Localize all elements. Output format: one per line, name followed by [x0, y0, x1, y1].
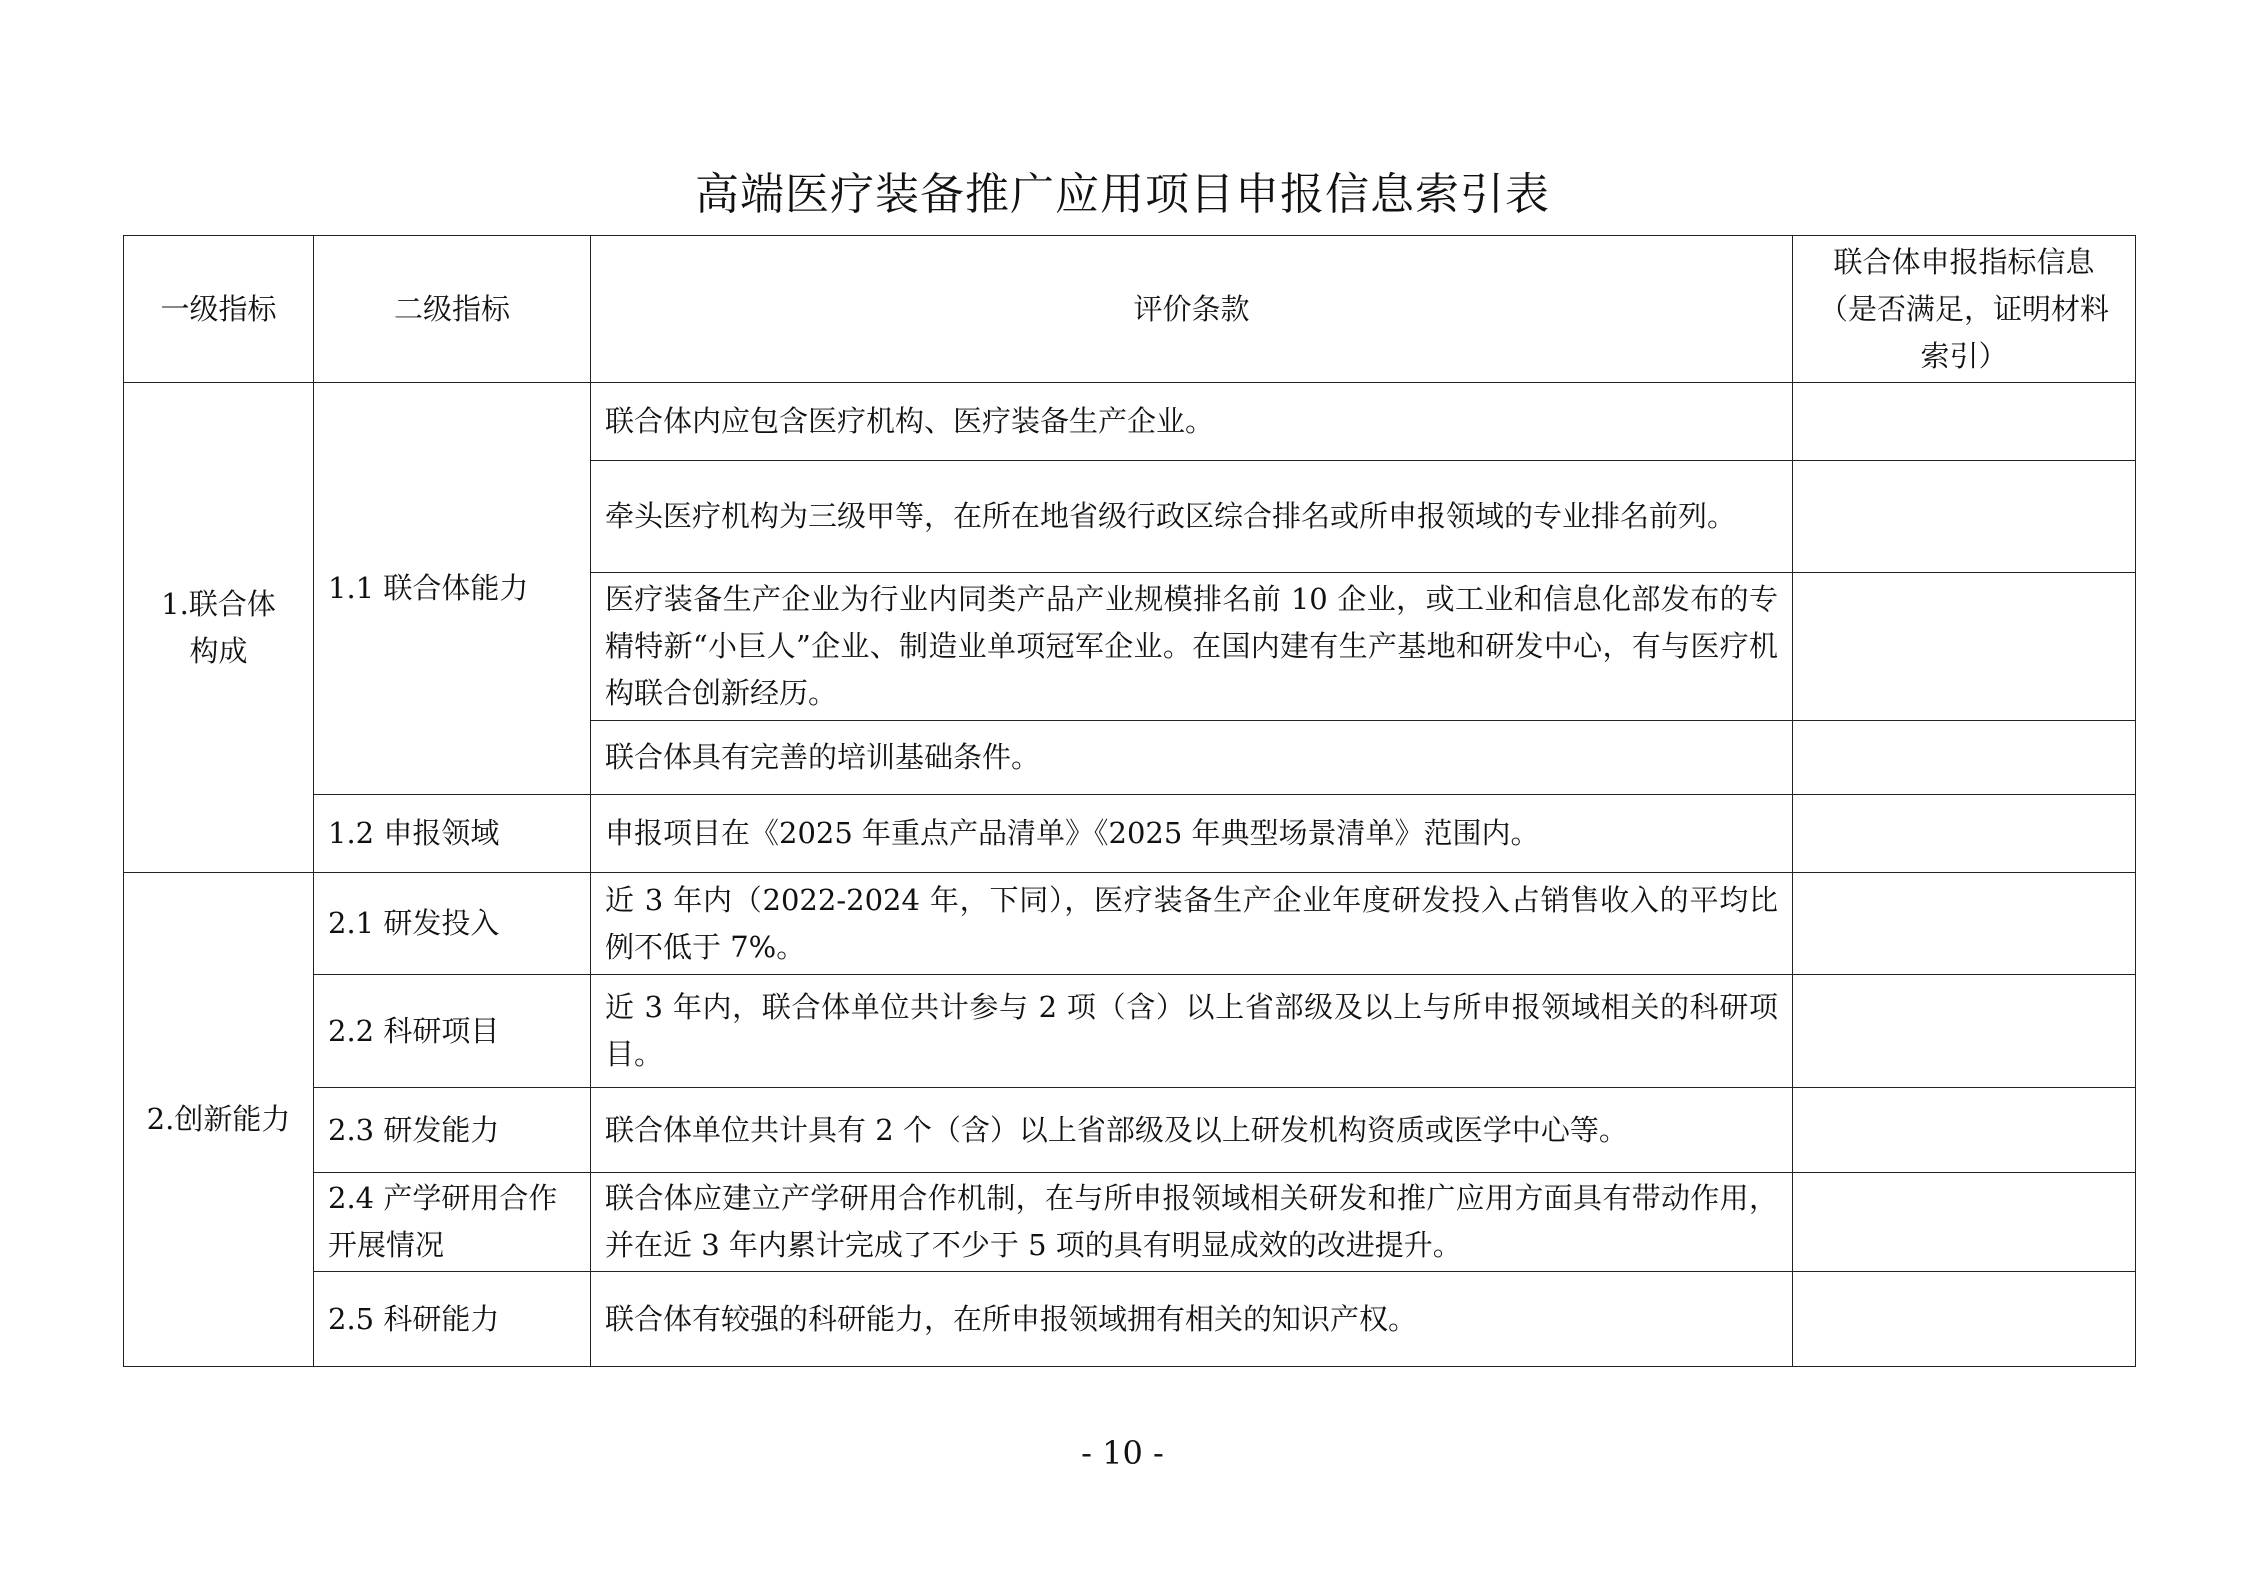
clause-cell: 联合体有较强的科研能力，在所申报领域拥有相关的知识产权。 [591, 1272, 1793, 1367]
table-row [124, 383, 2136, 461]
info-cell[interactable] [1793, 383, 2136, 461]
header-info [1793, 236, 2136, 383]
clause-cell: 牵头医疗机构为三级甲等，在所在地省级行政区综合排名或所申报领域的专业排名前列。 [591, 461, 1793, 573]
level2-label: 2.4 产学研用合作 [328, 1181, 558, 1215]
clause-cell: 医疗装备生产企业为行业内同类产品产业规模排名前 10 企业，或工业和信息化部发布的专精特新“小巨人”企业、制造业单项冠军企业。在国内建有生产基地和研发中心，有与医疗机构联合创新经历。 [591, 573, 1793, 721]
level2-cell-2-1 [314, 873, 591, 975]
table-row [124, 873, 2136, 975]
clause-cell: 联合体内应包含医疗机构、医疗装备生产企业。 [591, 383, 1793, 461]
info-cell[interactable] [1793, 1272, 2136, 1367]
info-cell[interactable] [1793, 1173, 2136, 1272]
clause-cell: 申报项目在《2025 年重点产品清单》《2025 年典型场景清单》范围内。 [591, 795, 1793, 873]
level2-cell-1-2 [314, 795, 591, 873]
level2-label: 2.5 科研能力 [328, 1301, 500, 1336]
table-row [124, 975, 2136, 1088]
level1-cell-1 [124, 383, 314, 873]
level1-label: 2.创新能力 [146, 1102, 291, 1136]
level2-label: 2.2 科研项目 [328, 1013, 500, 1048]
table-row [124, 795, 2136, 873]
header-level2: 二级指标 [314, 236, 591, 383]
header-info-line2: （是否满足，证明材料 [1818, 291, 2109, 326]
info-cell[interactable] [1793, 573, 2136, 721]
level2-cell-1-1 [314, 383, 591, 795]
level2-label: 1.1 联合体能力 [328, 571, 529, 605]
info-cell[interactable] [1793, 873, 2136, 975]
level2-label: 2.3 研发能力 [328, 1112, 500, 1147]
level1-label: 1.联合体 [161, 586, 276, 621]
level1-label-cont: 构成 [189, 633, 248, 668]
index-table [123, 235, 2136, 1367]
level2-label: 1.2 申报领域 [328, 816, 500, 850]
table-row [124, 1272, 2136, 1367]
table-row [124, 1088, 2136, 1173]
clause-cell: 联合体具有完善的培训基础条件。 [591, 721, 1793, 795]
page-title: 高端医疗装备推广应用项目申报信息索引表 [695, 169, 1550, 220]
clause-cell: 联合体单位共计具有 2 个（含）以上省部级及以上研发机构资质或医学中心等。 [591, 1088, 1793, 1173]
header-info-line1: 联合体申报指标信息 [1833, 244, 2095, 279]
clause-cell: 联合体应建立产学研用合作机制，在与所申报领域相关研发和推广应用方面具有带动作用，并在近 3 年内累计完成了不少于 5 项的具有明显成效的改进提升。 [591, 1173, 1793, 1272]
page-number: - 10 - [1081, 1434, 1164, 1472]
level2-label: 2.1 研发投入 [328, 906, 500, 940]
level2-cell-2-3 [314, 1088, 591, 1173]
table-header-row [124, 236, 2136, 383]
level2-cell-2-4 [314, 1173, 591, 1272]
info-cell[interactable] [1793, 975, 2136, 1088]
header-info-line3: 索引） [1920, 338, 2008, 373]
info-cell[interactable] [1793, 1088, 2136, 1173]
header-clause: 评价条款 [591, 236, 1793, 383]
level2-cell-2-5 [314, 1272, 591, 1367]
level1-cell-2 [124, 873, 314, 1367]
info-cell[interactable] [1793, 461, 2136, 573]
table-row [124, 1173, 2136, 1272]
clause-cell: 近 3 年内（2022-2024 年，下同），医疗装备生产企业年度研发投入占销售收入的平均比例不低于 7%。 [591, 873, 1793, 975]
header-level1: 一级指标 [124, 236, 314, 383]
info-cell[interactable] [1793, 795, 2136, 873]
level2-cell-2-2 [314, 975, 591, 1088]
level2-label-cont: 开展情况 [328, 1228, 445, 1262]
info-cell[interactable] [1793, 721, 2136, 795]
clause-cell: 近 3 年内，联合体单位共计参与 2 项（含）以上省部级及以上与所申报领域相关的科研项目。 [591, 975, 1793, 1088]
